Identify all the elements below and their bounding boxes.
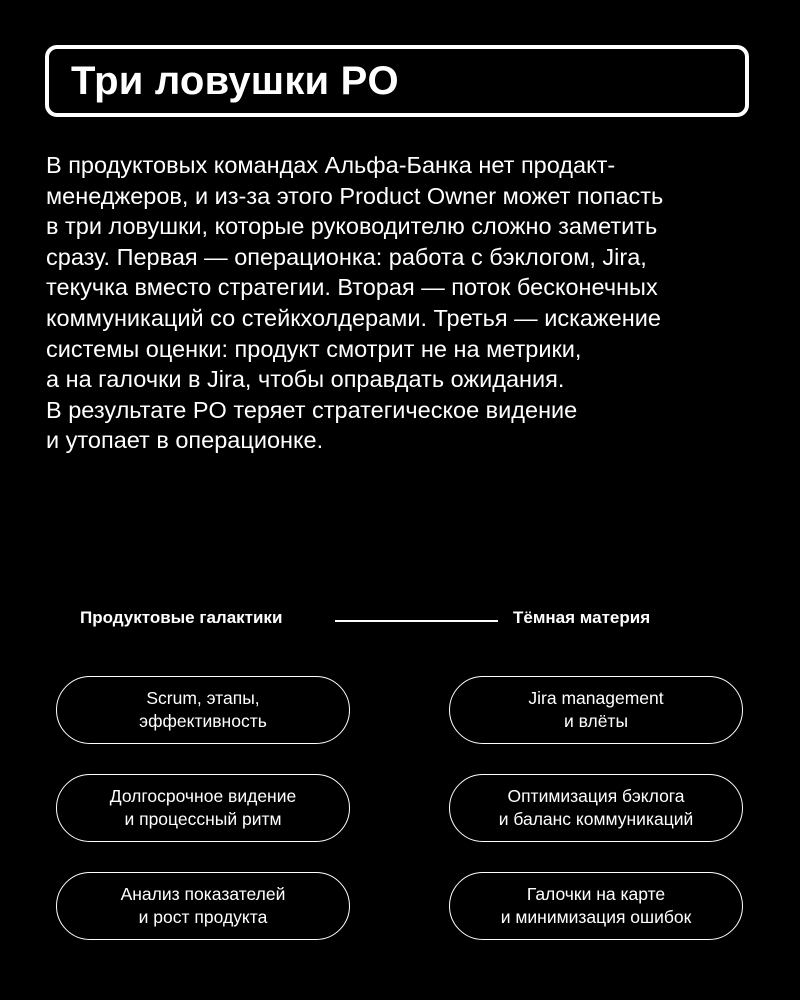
left-pill-2 xyxy=(56,774,350,842)
pill-text: Анализ показателей и рост продукта xyxy=(120,883,286,927)
right-pill-3 xyxy=(449,872,743,940)
left-pill-3 xyxy=(56,872,350,940)
right-pill-1 xyxy=(449,676,743,744)
pill-text: Оптимизация бэклога и баланс коммуникаций xyxy=(498,785,694,829)
right-column-label: Тёмная материя xyxy=(513,608,651,627)
pill-text: Долгосрочное видение и процессный ритм xyxy=(109,785,297,829)
title-box xyxy=(45,45,749,117)
connector-line xyxy=(335,620,498,622)
left-column-label: Продуктовые галактики xyxy=(80,608,283,627)
columns-header xyxy=(0,605,800,635)
pill-text: Галочки на карте и минимизация ошибок xyxy=(500,883,692,927)
left-pill-1 xyxy=(56,676,350,744)
page-title: Три ловушки PO xyxy=(71,58,399,103)
pill-text: Scrum, этапы, эффективность xyxy=(139,687,267,731)
pill-text: Jira management и влёты xyxy=(528,687,664,731)
intro-paragraph: В продуктовых командах Альфа-Банка нет продакт- менеджеров, и из-за этого Product Owner может попасть в три ловушки, которые руководителю сложно заметить сразу. Первая — операционка: работа с бэклогом, Jira, текучка вместо стратегии. Вторая — поток бесконечных коммуникаций со стейкхолдерами. Третья — искажение системы оценки: продукт смотрит не на метрики, а на галочки в Jira, чтобы оправдать ожидания. В результате PO теряет стратегическое видение и утопает в операционке. xyxy=(46,152,664,454)
right-pill-2 xyxy=(449,774,743,842)
